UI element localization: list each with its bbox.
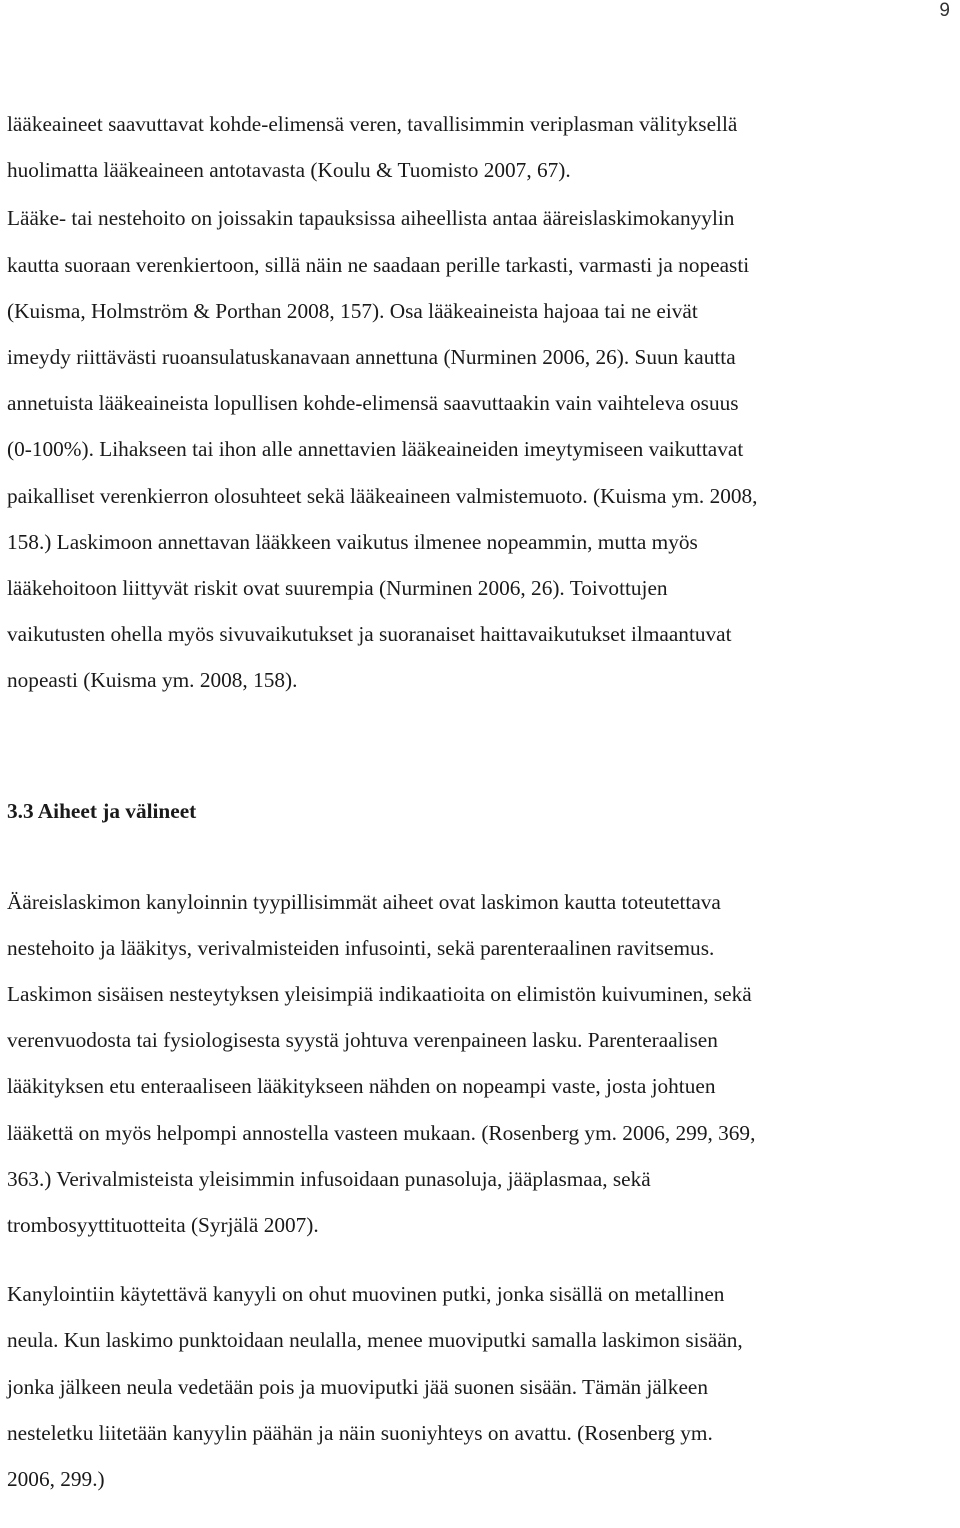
paragraph-indications: Ääreislaskimon kanyloinnin tyypillisimmät aiheet ovat laskimon kautta toteutettava nestehoito ja lääkitys, verivalmisteiden infusointi, sekä parenteraalinen ravitsemus. Laskimon sisäisen nesteytyksen yleisimpiä indikaatioita on elimistön kuivuminen, sekä verenvuodosta tai fysiologisesta syystä johtuva verenpaineen lasku. Parenteraalisen lääkityksen etu enteraaliseen lääkitykseen nähden on nopeampi vaste, josta johtuen lääkettä on myös helpompi annostella vasteen mukaan. (Rosenberg ym. 2006, 299, 369, 363.) Verivalmisteista yleisimmin infusoidaan punasoluja, jääplasmaa, sekä trombosyyttituotteita (Syrjälä 2007). [7,889,756,1238]
section-heading: 3.3 Aiheet ja välineet [7,798,197,823]
heading-gap [7,834,953,879]
section-gap [7,704,953,788]
paragraph-gap [7,1248,953,1271]
page-number: 9 [939,0,950,21]
document-body [7,101,953,1502]
paragraph-iv-therapy: Lääke- tai nestehoito on joissakin tapauksissa aiheellista antaa ääreislaskimokanyylin kautta suoraan verenkiertoon, sillä näin ne saadaan perille tarkasti, varmasti ja nopeasti (Kuisma, Holmström & Porthan 2008, 157). Osa lääkeaineista hajoaa tai ne eivät imeydy riittävästi ruoansulatuskanavaan annettuna (Nurminen 2006, 26). Suun kautta annetuista lääkeaineista lopullisen kohde-elimensä saavuttaakin vain vaihteleva osuus (0-100%). Lihakseen tai ihon alle annettavien lääkeaineiden imeytymiseen vaikuttavat paikalliset verenkierron olosuhteet sekä lääkeaineen valmistemuoto. (Kuisma ym. 2008, 158.) Laskimoon annettavan lääkkeen vaikutus ilmenee nopeammin, mutta myös lääkehoitoon liittyvät riskit ovat suurempia (Nurminen 2006, 26). Toivottujen vaikutusten ohella myös sivuvaikutukset ja suoranaiset haittavaikutukset ilmaantuvat nopeasti (Kuisma ym. 2008, 158). [7,206,758,693]
paragraph-cannula: Kanylointiin käytettävä kanyyli on ohut muovinen putki, jonka sisällä on metallinen neula. Kun laskimo punktoidaan neulalla, menee muoviputki samalla laskimon sisään, jonka jälkeen neula vedetään pois ja muoviputki jää suonen sisään. Tämän jälkeen nesteletku liitetään kanyylin päähän ja näin suoniyhteys on avattu. (Rosenberg ym. 2006, 299.) [7,1282,743,1492]
paragraph-intro: lääkeaineet saavuttavat kohde-elimensä veren, tavallisimmin veriplasman välityksellä huolimatta lääkeaineen antotavasta (Koulu & Tuomisto 2007, 67). [7,112,738,183]
